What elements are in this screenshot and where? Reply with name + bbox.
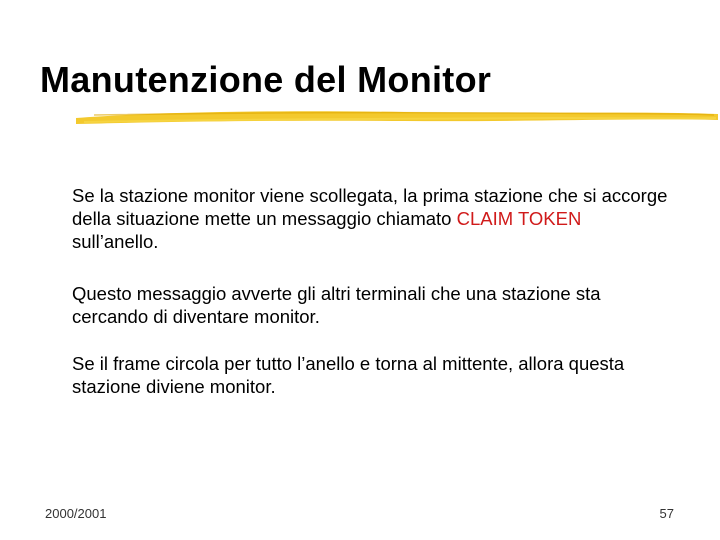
- paragraph-message-warning: Questo messaggio avverte gli altri terminali che una stazione sta cercando di diventare monitor.: [72, 283, 601, 327]
- slide-title: Manutenzione del Monitor: [40, 59, 492, 100]
- paragraph-claim-token: [72, 184, 672, 253]
- paragraph-frame-return: Se il frame circola per tutto l’anello e torna al mittente, allora questa stazione diviene monitor.: [72, 353, 625, 397]
- footer-year: 2000/2001: [45, 506, 107, 521]
- claim-token-highlight: CLAIM TOKEN: [456, 208, 582, 229]
- slide-number: 57: [659, 506, 674, 521]
- paragraph-text: Se la stazione monitor viene scollegata, la prima stazione che si accorge della situazione mette un messaggio chiamato: [72, 185, 668, 229]
- title-underline-brushstroke: [74, 106, 720, 130]
- paragraph-text: sull’anello.: [72, 231, 159, 252]
